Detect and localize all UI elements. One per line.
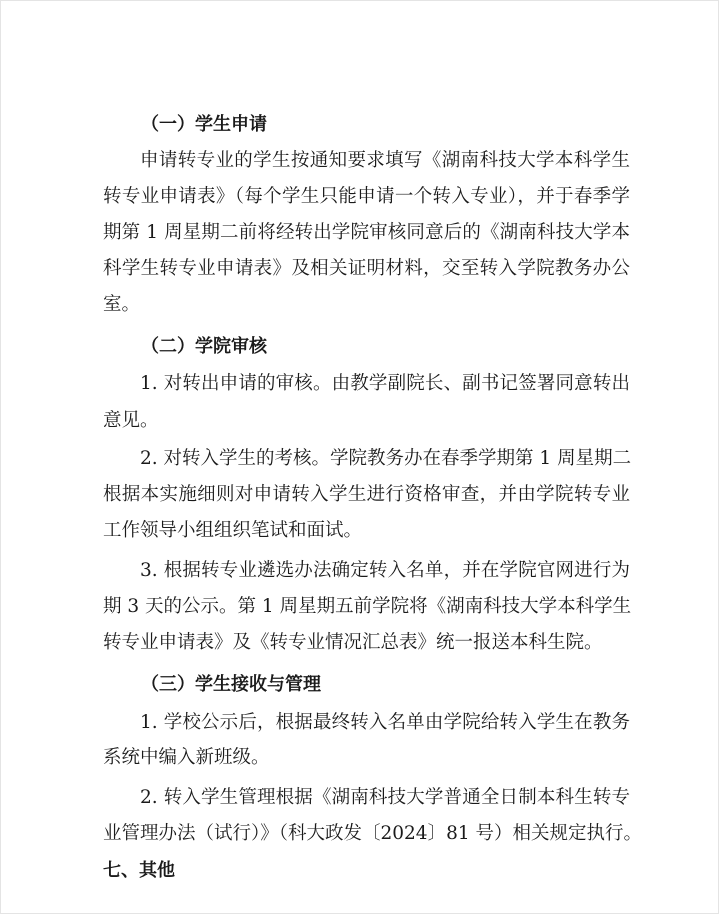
- paragraph-line: 根据本实施细则对申请转入学生进行资格审查，并由学院转专业: [103, 484, 630, 505]
- paragraph-line: 申请转专业的学生按通知要求填写《湖南科技大学本科学生: [140, 150, 630, 171]
- section-heading: （三）学生接收与管理: [141, 674, 321, 695]
- paragraph-line: 转专业申请表》及《转专业情况汇总表》统一报送本科生院。: [103, 632, 603, 653]
- paragraph-line: 1. 对转出申请的审核。由教学副院长、副书记签署同意转出: [140, 373, 630, 394]
- paragraph-line: 2. 对转入学生的考核。学院教务办在春季学期第 1 周星期二: [140, 448, 632, 469]
- paragraph-line: 室。: [103, 294, 141, 315]
- section-heading: （二）学院审核: [141, 336, 267, 357]
- paragraph-line: 业管理办法（试行）》（科大政发〔2024〕81 号）相关规定执行。: [103, 823, 643, 844]
- section-heading: （一）学生申请: [141, 114, 267, 135]
- paragraph-line: 意见。: [103, 410, 159, 431]
- paragraph-line: 科学生转专业申请表》及相关证明材料，交至转入学院教务办公: [103, 258, 630, 279]
- paragraph-line: 2. 转入学生管理根据《湖南科技大学普通全日制本科生转专: [140, 787, 630, 808]
- paragraph-line: 转专业申请表》（每个学生只能申请一个转入专业），并于春季学: [103, 186, 630, 207]
- paragraph-line: 期第 1 周星期二前将经转出学院审核同意后的《湖南科技大学本: [103, 222, 630, 243]
- paragraph-line: 期 3 天的公示。第 1 周星期五前学院将《湖南科技大学本科学生: [103, 596, 632, 617]
- paragraph-line: 系统中编入新班级。: [103, 747, 270, 768]
- paragraph-line: 3. 根据转专业遴选办法确定转入名单，并在学院官网进行为: [140, 560, 630, 581]
- paragraph-line: 1. 学校公示后，根据最终转入名单由学院给转入学生在教务: [140, 712, 630, 733]
- chapter-heading: 七、其他: [103, 860, 175, 881]
- paragraph-line: 工作领导小组组织笔试和面试。: [103, 520, 363, 541]
